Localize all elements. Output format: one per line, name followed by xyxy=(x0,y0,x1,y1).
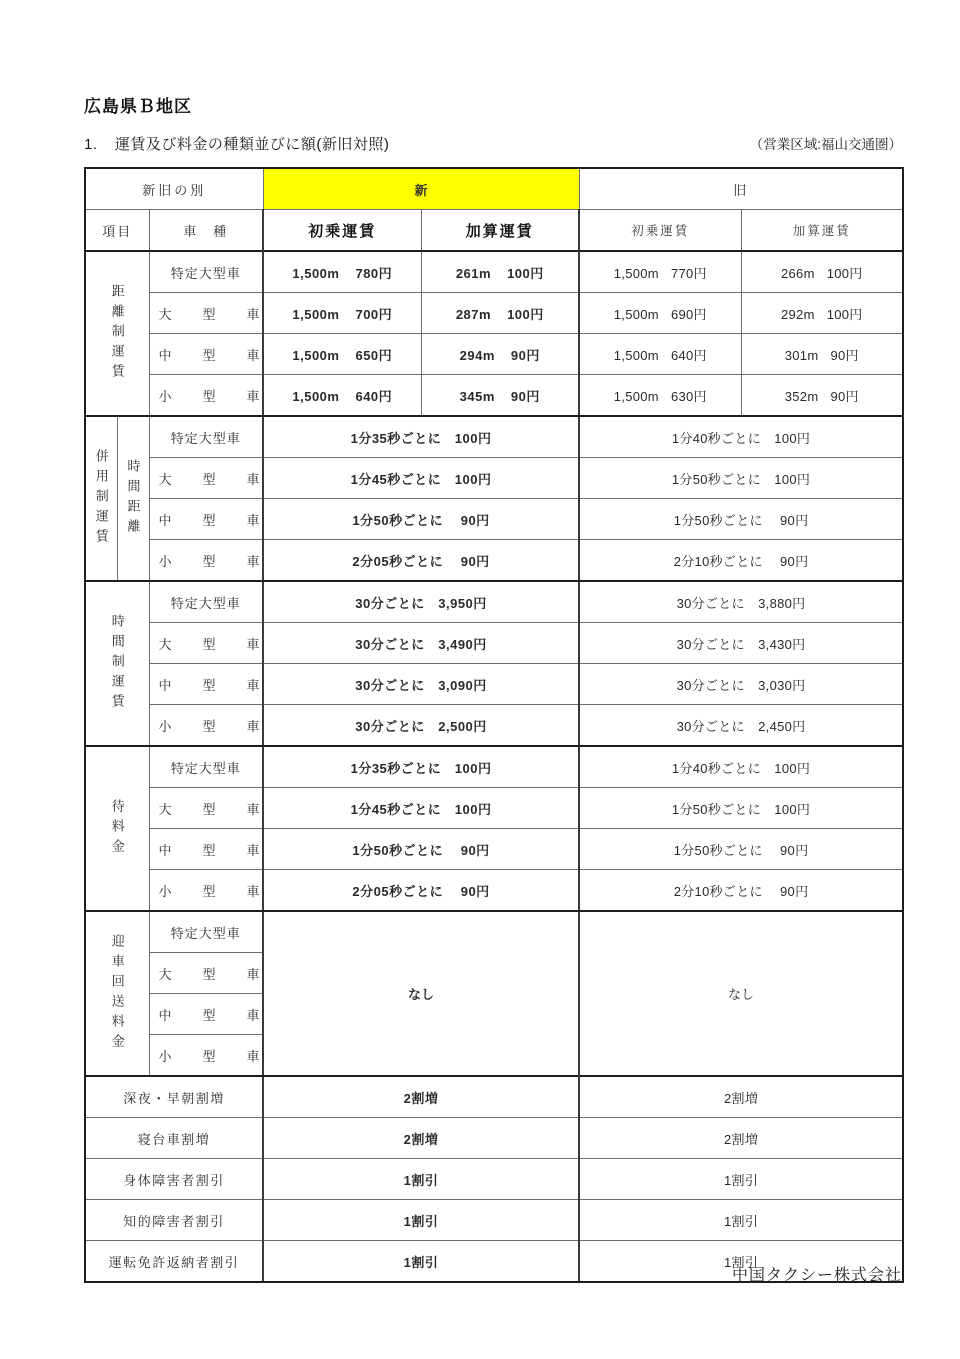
old-value-cell: 2割増 xyxy=(579,1118,903,1159)
new-value-cell: 1分50秒ごとに 90円 xyxy=(263,499,579,540)
old-value-cell: 30分ごとに 3,430円 xyxy=(579,623,903,664)
table-row xyxy=(85,334,903,375)
new-value-cell: 1分35秒ごとに 100円 xyxy=(263,746,579,788)
old-value-cell: なし xyxy=(579,911,903,1076)
old-value-cell: 1分50秒ごとに 90円 xyxy=(579,829,903,870)
vehicle-type: 小 型 車 xyxy=(149,375,263,417)
table-header-row-1 xyxy=(85,168,903,210)
new-value-cell: 30分ごとに 3,950円 xyxy=(263,581,579,623)
old-value-cell: 1分50秒ごとに 100円 xyxy=(579,788,903,829)
table-row xyxy=(85,375,903,417)
table-row xyxy=(85,623,903,664)
new-additional-fare-cell: 345m 90円 xyxy=(421,375,579,417)
old-value-cell: 1割引 xyxy=(579,1200,903,1241)
new-initial-fare-cell: 1,500m 640円 xyxy=(263,375,421,417)
old-additional-fare-cell: 292m 100円 xyxy=(741,293,903,334)
new-value-cell: 2分05秒ごとに 90円 xyxy=(263,870,579,912)
old-initial-fare-cell: 1,500m 630円 xyxy=(579,375,741,417)
section-label-waiting-charge: 待料金 xyxy=(85,746,149,911)
table-header-row-2 xyxy=(85,210,903,252)
area-note: （営業区域:福山交通圏） xyxy=(749,137,902,152)
old-value-cell: 1分40秒ごとに 100円 xyxy=(579,416,903,458)
new-value-cell: 30分ごとに 3,090円 xyxy=(263,664,579,705)
section-number: 1. xyxy=(84,136,98,153)
section-label-distance-fare: 距離制運賃 xyxy=(85,251,149,416)
header-col-vehicle: 車 種 xyxy=(149,210,263,252)
new-value-cell: 1分50秒ごとに 90円 xyxy=(263,829,579,870)
section-sublabel-time-distance: 時間距離 xyxy=(117,416,149,581)
vehicle-type: 特定大型車 xyxy=(149,251,263,293)
old-value-cell: 30分ごとに 3,880円 xyxy=(579,581,903,623)
adjustment-label: 知的障害者割引 xyxy=(85,1200,263,1241)
old-value-cell: 30分ごとに 3,030円 xyxy=(579,664,903,705)
vehicle-type: 中 型 車 xyxy=(149,829,263,870)
adjustment-label: 身体障害者割引 xyxy=(85,1159,263,1200)
section-heading-text: 運賃及び料金の種類並びに額(新旧対照) xyxy=(114,136,390,153)
new-value-cell: 30分ごとに 3,490円 xyxy=(263,623,579,664)
old-initial-fare-cell: 1,500m 690円 xyxy=(579,293,741,334)
new-value-cell: 2割増 xyxy=(263,1076,579,1118)
vehicle-type: 中 型 車 xyxy=(149,994,263,1035)
old-value-cell: 1分50秒ごとに 90円 xyxy=(579,499,903,540)
new-value-cell: 1割引 xyxy=(263,1200,579,1241)
table-row xyxy=(85,1159,903,1200)
new-initial-fare-cell: 1,500m 780円 xyxy=(263,251,421,293)
section-label-pickup-charge: 迎車回送料金 xyxy=(85,911,149,1076)
header-new-initial-fare: 初乗運賃 xyxy=(263,210,421,252)
new-value-cell: 30分ごとに 2,500円 xyxy=(263,705,579,747)
header-old-label: 旧 xyxy=(579,168,903,210)
header-col-item: 項目 xyxy=(85,210,149,252)
old-value-cell: 2割増 xyxy=(579,1076,903,1118)
header-new-label: 新 xyxy=(263,168,579,210)
adjustment-label: 寝台車割増 xyxy=(85,1118,263,1159)
vehicle-type: 特定大型車 xyxy=(149,911,263,953)
new-additional-fare-cell: 287m 100円 xyxy=(421,293,579,334)
section-heading-row xyxy=(84,133,902,154)
old-additional-fare-cell: 352m 90円 xyxy=(741,375,903,417)
table-row xyxy=(85,499,903,540)
vehicle-type: 中 型 車 xyxy=(149,499,263,540)
vehicle-type: 大 型 車 xyxy=(149,788,263,829)
section-heading xyxy=(84,133,389,154)
section-label-time-fare: 時間制運賃 xyxy=(85,581,149,746)
old-value-cell: 1分50秒ごとに 100円 xyxy=(579,458,903,499)
new-value-cell: 1分45秒ごとに 100円 xyxy=(263,458,579,499)
table-row xyxy=(85,458,903,499)
vehicle-type: 中 型 車 xyxy=(149,664,263,705)
old-additional-fare-cell: 266m 100円 xyxy=(741,251,903,293)
table-row xyxy=(85,746,903,788)
table-row xyxy=(85,1076,903,1118)
vehicle-type: 小 型 車 xyxy=(149,540,263,582)
page-title: 広島県Ｂ地区 xyxy=(84,97,192,116)
old-value-cell: 2分10秒ごとに 90円 xyxy=(579,870,903,912)
table-row xyxy=(85,911,903,953)
old-additional-fare-cell: 301m 90円 xyxy=(741,334,903,375)
table-row xyxy=(85,251,903,293)
header-shinkyu-label: 新旧の別 xyxy=(85,168,263,210)
vehicle-type: 大 型 車 xyxy=(149,293,263,334)
table-row xyxy=(85,705,903,747)
vehicle-type: 大 型 車 xyxy=(149,458,263,499)
vehicle-type: 小 型 車 xyxy=(149,870,263,912)
old-value-cell: 2分10秒ごとに 90円 xyxy=(579,540,903,582)
table-row xyxy=(85,416,903,458)
new-additional-fare-cell: 261m 100円 xyxy=(421,251,579,293)
table-row xyxy=(85,581,903,623)
new-value-cell: 1割引 xyxy=(263,1241,579,1283)
header-old-additional-fare: 加算運賃 xyxy=(741,210,903,252)
vehicle-type: 特定大型車 xyxy=(149,581,263,623)
vehicle-type: 小 型 車 xyxy=(149,705,263,747)
new-value-cell: なし xyxy=(263,911,579,1076)
new-value-cell: 1割引 xyxy=(263,1159,579,1200)
header-new-additional-fare: 加算運賃 xyxy=(421,210,579,252)
new-value-cell: 1分45秒ごとに 100円 xyxy=(263,788,579,829)
new-initial-fare-cell: 1,500m 700円 xyxy=(263,293,421,334)
new-additional-fare-cell: 294m 90円 xyxy=(421,334,579,375)
old-value-cell: 1割引 xyxy=(579,1241,903,1283)
old-value-cell: 1割引 xyxy=(579,1159,903,1200)
old-value-cell: 1分40秒ごとに 100円 xyxy=(579,746,903,788)
new-value-cell: 2分05秒ごとに 90円 xyxy=(263,540,579,582)
section-label-combined-fare: 併用制運賃 xyxy=(85,416,117,581)
vehicle-type: 特定大型車 xyxy=(149,416,263,458)
table-row xyxy=(85,788,903,829)
old-value-cell: 30分ごとに 2,450円 xyxy=(579,705,903,747)
new-value-cell: 2割増 xyxy=(263,1118,579,1159)
vehicle-type: 小 型 車 xyxy=(149,1035,263,1077)
vehicle-type: 中 型 車 xyxy=(149,334,263,375)
vehicle-type: 大 型 車 xyxy=(149,623,263,664)
adjustment-label: 深夜・早朝割増 xyxy=(85,1076,263,1118)
table-row xyxy=(85,293,903,334)
adjustment-label: 運転免許返納者割引 xyxy=(85,1241,263,1283)
table-row xyxy=(85,870,903,912)
table-row xyxy=(85,664,903,705)
table-row xyxy=(85,1200,903,1241)
vehicle-type: 大 型 車 xyxy=(149,953,263,994)
old-initial-fare-cell: 1,500m 640円 xyxy=(579,334,741,375)
table-row xyxy=(85,829,903,870)
header-old-initial-fare: 初乗運賃 xyxy=(579,210,741,252)
new-initial-fare-cell: 1,500m 650円 xyxy=(263,334,421,375)
vehicle-type: 特定大型車 xyxy=(149,746,263,788)
table-row xyxy=(85,540,903,582)
new-value-cell: 1分35秒ごとに 100円 xyxy=(263,416,579,458)
company-name: 中国タクシー株式会社 xyxy=(731,1267,902,1284)
old-initial-fare-cell: 1,500m 770円 xyxy=(579,251,741,293)
table-row xyxy=(85,1118,903,1159)
fare-comparison-table xyxy=(84,167,904,1283)
